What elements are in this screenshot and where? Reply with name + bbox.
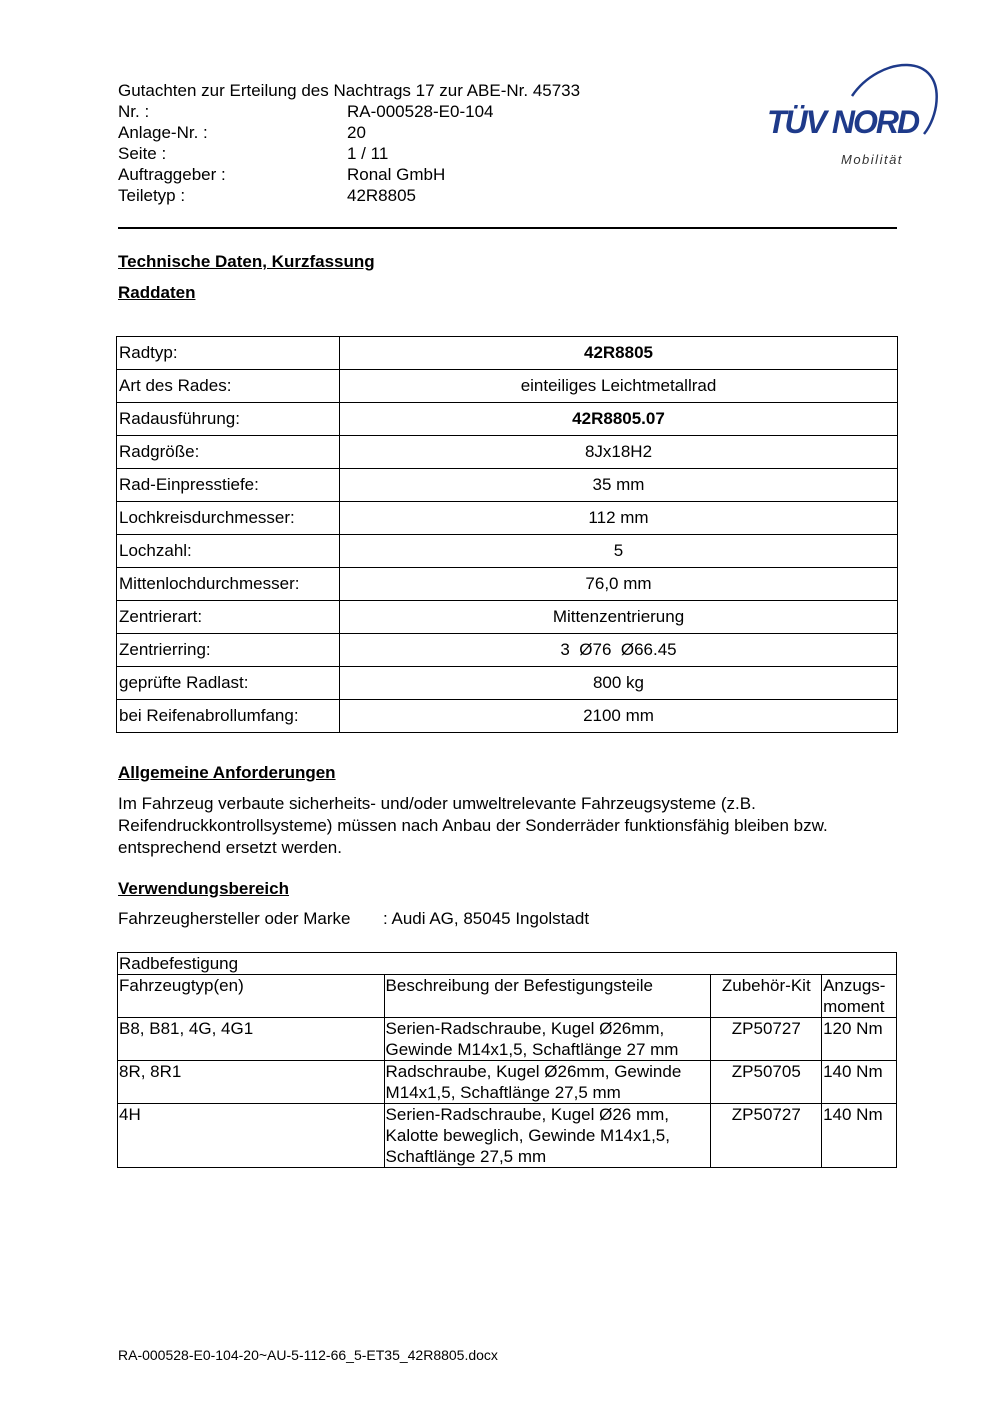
table-value: 42R8805 xyxy=(340,337,898,370)
table-row xyxy=(118,953,897,975)
table-key: Radausführung: xyxy=(117,403,340,436)
verwendung-heading: Verwendungsbereich xyxy=(118,879,289,898)
table-row xyxy=(117,568,898,601)
allgemein-heading: Allgemeine Anforderungen xyxy=(118,763,336,782)
header-value: 20 xyxy=(347,123,366,142)
logo-subtitle: Mobilität xyxy=(841,152,903,167)
table-row xyxy=(117,469,898,502)
table-cell: 8R, 8R1 xyxy=(118,1061,385,1104)
table-row xyxy=(117,502,898,535)
table-row xyxy=(118,1018,897,1061)
header-row-anlage xyxy=(118,122,580,143)
table-row xyxy=(117,667,898,700)
table-header-row xyxy=(118,975,897,1018)
table-row xyxy=(117,403,898,436)
column-header: Beschreibung der Befestigungsteile xyxy=(384,975,711,1018)
table-cell: Serien-Radschraube, Kugel Ø26 mm, Kalotte beweglich, Gewinde M14x1,5, Schaftlänge 27,5 mm xyxy=(384,1104,711,1168)
header-value: 42R8805 xyxy=(347,186,417,205)
allgemein-text: Im Fahrzeug verbaute sicherheits- und/oder umweltrelevante Fahrzeugsysteme (z.B. Reifendruckkontrollsysteme) müssen nach Anbau der Sonderräder funktionsfähig bleiben bzw. entsprechend ersetzt werden. xyxy=(118,794,828,857)
raddaten-heading: Raddaten xyxy=(118,283,196,302)
table-key: Lochkreisdurchmesser: xyxy=(117,502,340,535)
table-value: 2100 mm xyxy=(340,700,898,733)
table-value: 800 kg xyxy=(340,667,898,700)
table-cell: ZP50705 xyxy=(711,1061,822,1104)
table-key: Radtyp: xyxy=(117,337,340,370)
table-value: 8Jx18H2 xyxy=(340,436,898,469)
verwendung-value: : Audi AG, 85045 Ingolstadt xyxy=(383,909,590,928)
table-value: 42R8805.07 xyxy=(340,403,898,436)
table-cell: 4H xyxy=(118,1104,385,1168)
header-title: Gutachten zur Erteilung des Nachtrags 17 zur ABE-Nr. 45733 xyxy=(118,81,581,100)
logo-wordmark: TÜV NORD xyxy=(767,104,919,140)
footer-filename: RA-000528-E0-104-20~AU-5-112-66_5-ET35_42R8805.docx xyxy=(118,1347,498,1363)
header-value: 1 / 11 xyxy=(347,144,389,163)
table-cell: ZP50727 xyxy=(711,1018,822,1061)
table-row xyxy=(117,436,898,469)
table-row xyxy=(117,535,898,568)
table-value: 112 mm xyxy=(340,502,898,535)
table-key: Rad-Einpresstiefe: xyxy=(117,469,340,502)
table-row xyxy=(117,634,898,667)
table-row xyxy=(118,1104,897,1168)
table-key: geprüfte Radlast: xyxy=(117,667,340,700)
raddaten-table xyxy=(116,336,898,733)
table-key: Zentrierart: xyxy=(117,601,340,634)
table-value: 5 xyxy=(340,535,898,568)
section-title: Technische Daten, Kurzfassung xyxy=(118,252,375,271)
header-label: Anlage-Nr. : xyxy=(118,123,208,142)
table-cell: ZP50727 xyxy=(711,1104,822,1168)
column-header: Fahrzeugtyp(en) xyxy=(118,975,385,1018)
table-cell: Serien-Radschraube, Kugel Ø26mm, Gewinde M14x1,5, Schaftlänge 27 mm xyxy=(384,1018,711,1061)
header-row-seite xyxy=(118,143,580,164)
befestigung-table xyxy=(117,952,897,1168)
table-cell: 140 Nm xyxy=(822,1104,897,1168)
header-label: Teiletyp : xyxy=(118,186,186,205)
header-row-auftraggeber xyxy=(118,164,580,185)
column-header: Zubehör-Kit xyxy=(711,975,822,1018)
table-key: Radgröße: xyxy=(117,436,340,469)
header-value: RA-000528-E0-104 xyxy=(347,102,494,121)
table-row xyxy=(118,1061,897,1104)
table-key: Zentrierring: xyxy=(117,634,340,667)
table-cell: 140 Nm xyxy=(822,1061,897,1104)
table-row xyxy=(117,700,898,733)
table-cell: Radschraube, Kugel Ø26mm, Gewinde M14x1,5, Schaftlänge 27,5 mm xyxy=(384,1061,711,1104)
header-value: Ronal GmbH xyxy=(347,165,446,184)
header-row-nr xyxy=(118,101,580,122)
header-label: Auftraggeber : xyxy=(118,165,226,184)
table-value: Mittenzentrierung xyxy=(340,601,898,634)
header-label: Seite : xyxy=(118,144,167,163)
header-divider xyxy=(118,227,897,229)
table-value: 76,0 mm xyxy=(340,568,898,601)
table-key: Mittenlochdurchmesser: xyxy=(117,568,340,601)
table-value: 3 Ø76 Ø66.45 xyxy=(340,634,898,667)
tuv-nord-logo xyxy=(764,58,944,170)
document-header xyxy=(118,80,580,206)
befestigung-title: Radbefestigung xyxy=(118,953,897,975)
verwendung-line xyxy=(118,909,589,929)
table-value: einteiliges Leichtmetallrad xyxy=(340,370,898,403)
table-row xyxy=(117,601,898,634)
header-label: Nr. : xyxy=(118,102,150,121)
table-row xyxy=(117,370,898,403)
table-key: bei Reifenabrollumfang: xyxy=(117,700,340,733)
table-cell: 120 Nm xyxy=(822,1018,897,1061)
verwendung-label: Fahrzeughersteller oder Marke xyxy=(118,909,351,928)
header-row-teiletyp xyxy=(118,185,580,206)
column-header: Anzugs-moment xyxy=(822,975,897,1018)
table-key: Art des Rades: xyxy=(117,370,340,403)
table-cell: B8, B81, 4G, 4G1 xyxy=(118,1018,385,1061)
table-row xyxy=(117,337,898,370)
table-value: 35 mm xyxy=(340,469,898,502)
table-key: Lochzahl: xyxy=(117,535,340,568)
